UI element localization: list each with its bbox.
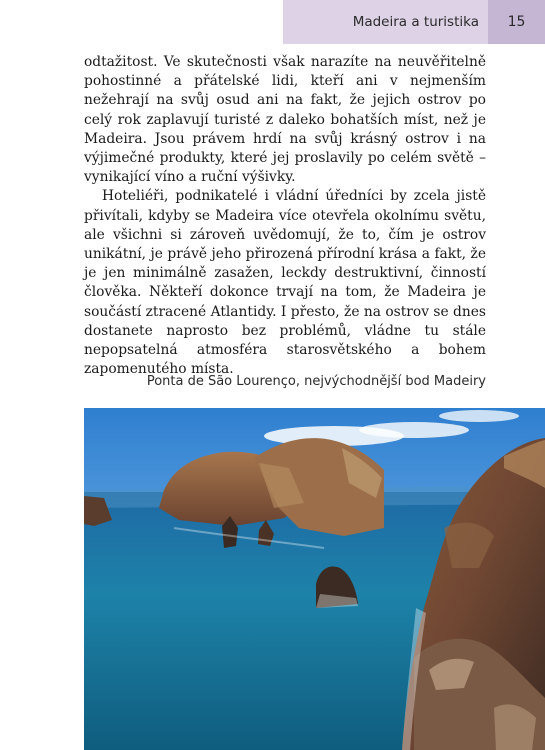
paragraph-1: odtažitost. Ve skutečnosti však narazíte na neuvěřitelně pohostinné a přátelské lidi, kteří ani v nejmenším nežehrají na svůj osud ani na fakt, že jejich ostrov po celý rok zaplavují turisté z daleko bohatších míst, než je Madeira. Jsou právem hrdí na svůj krásný ostrov i na výjimečné produkty, které jej proslavily po celém světě – vynikající víno a ruční výšivky. — [84, 54, 486, 186]
page-number: 15 — [488, 0, 545, 44]
body-text — [84, 53, 486, 379]
paragraph-2: Hoteliéři, podnikatelé i vládní úředníci by zcela jistě přivítali, kdyby se Madeira více otevřela okolnímu světu, ale všichni si zároveň uvědomují, že to, čím je ostrov unikátní, je právě jeho přirozená přírodní krása a fakt, že je jen minimálně zasažen, leckdy destruktivní, činností člověka. Někteří dokonce trvají na tom, že Madeira je součástí ztracené Atlantidy. I přesto, že na ostrov se dnes dostanete naprosto bez problémů, vládne tu stále nepopsatelná atmosféra starosvětského a bohem zapomenutého místa. — [84, 188, 486, 378]
running-header-title: Madeira a turistika — [352, 14, 479, 30]
coastline-photo — [84, 408, 545, 750]
figure-caption: Ponta de São Lourenço, nejvýchodnější bod Madeiry — [146, 374, 486, 389]
